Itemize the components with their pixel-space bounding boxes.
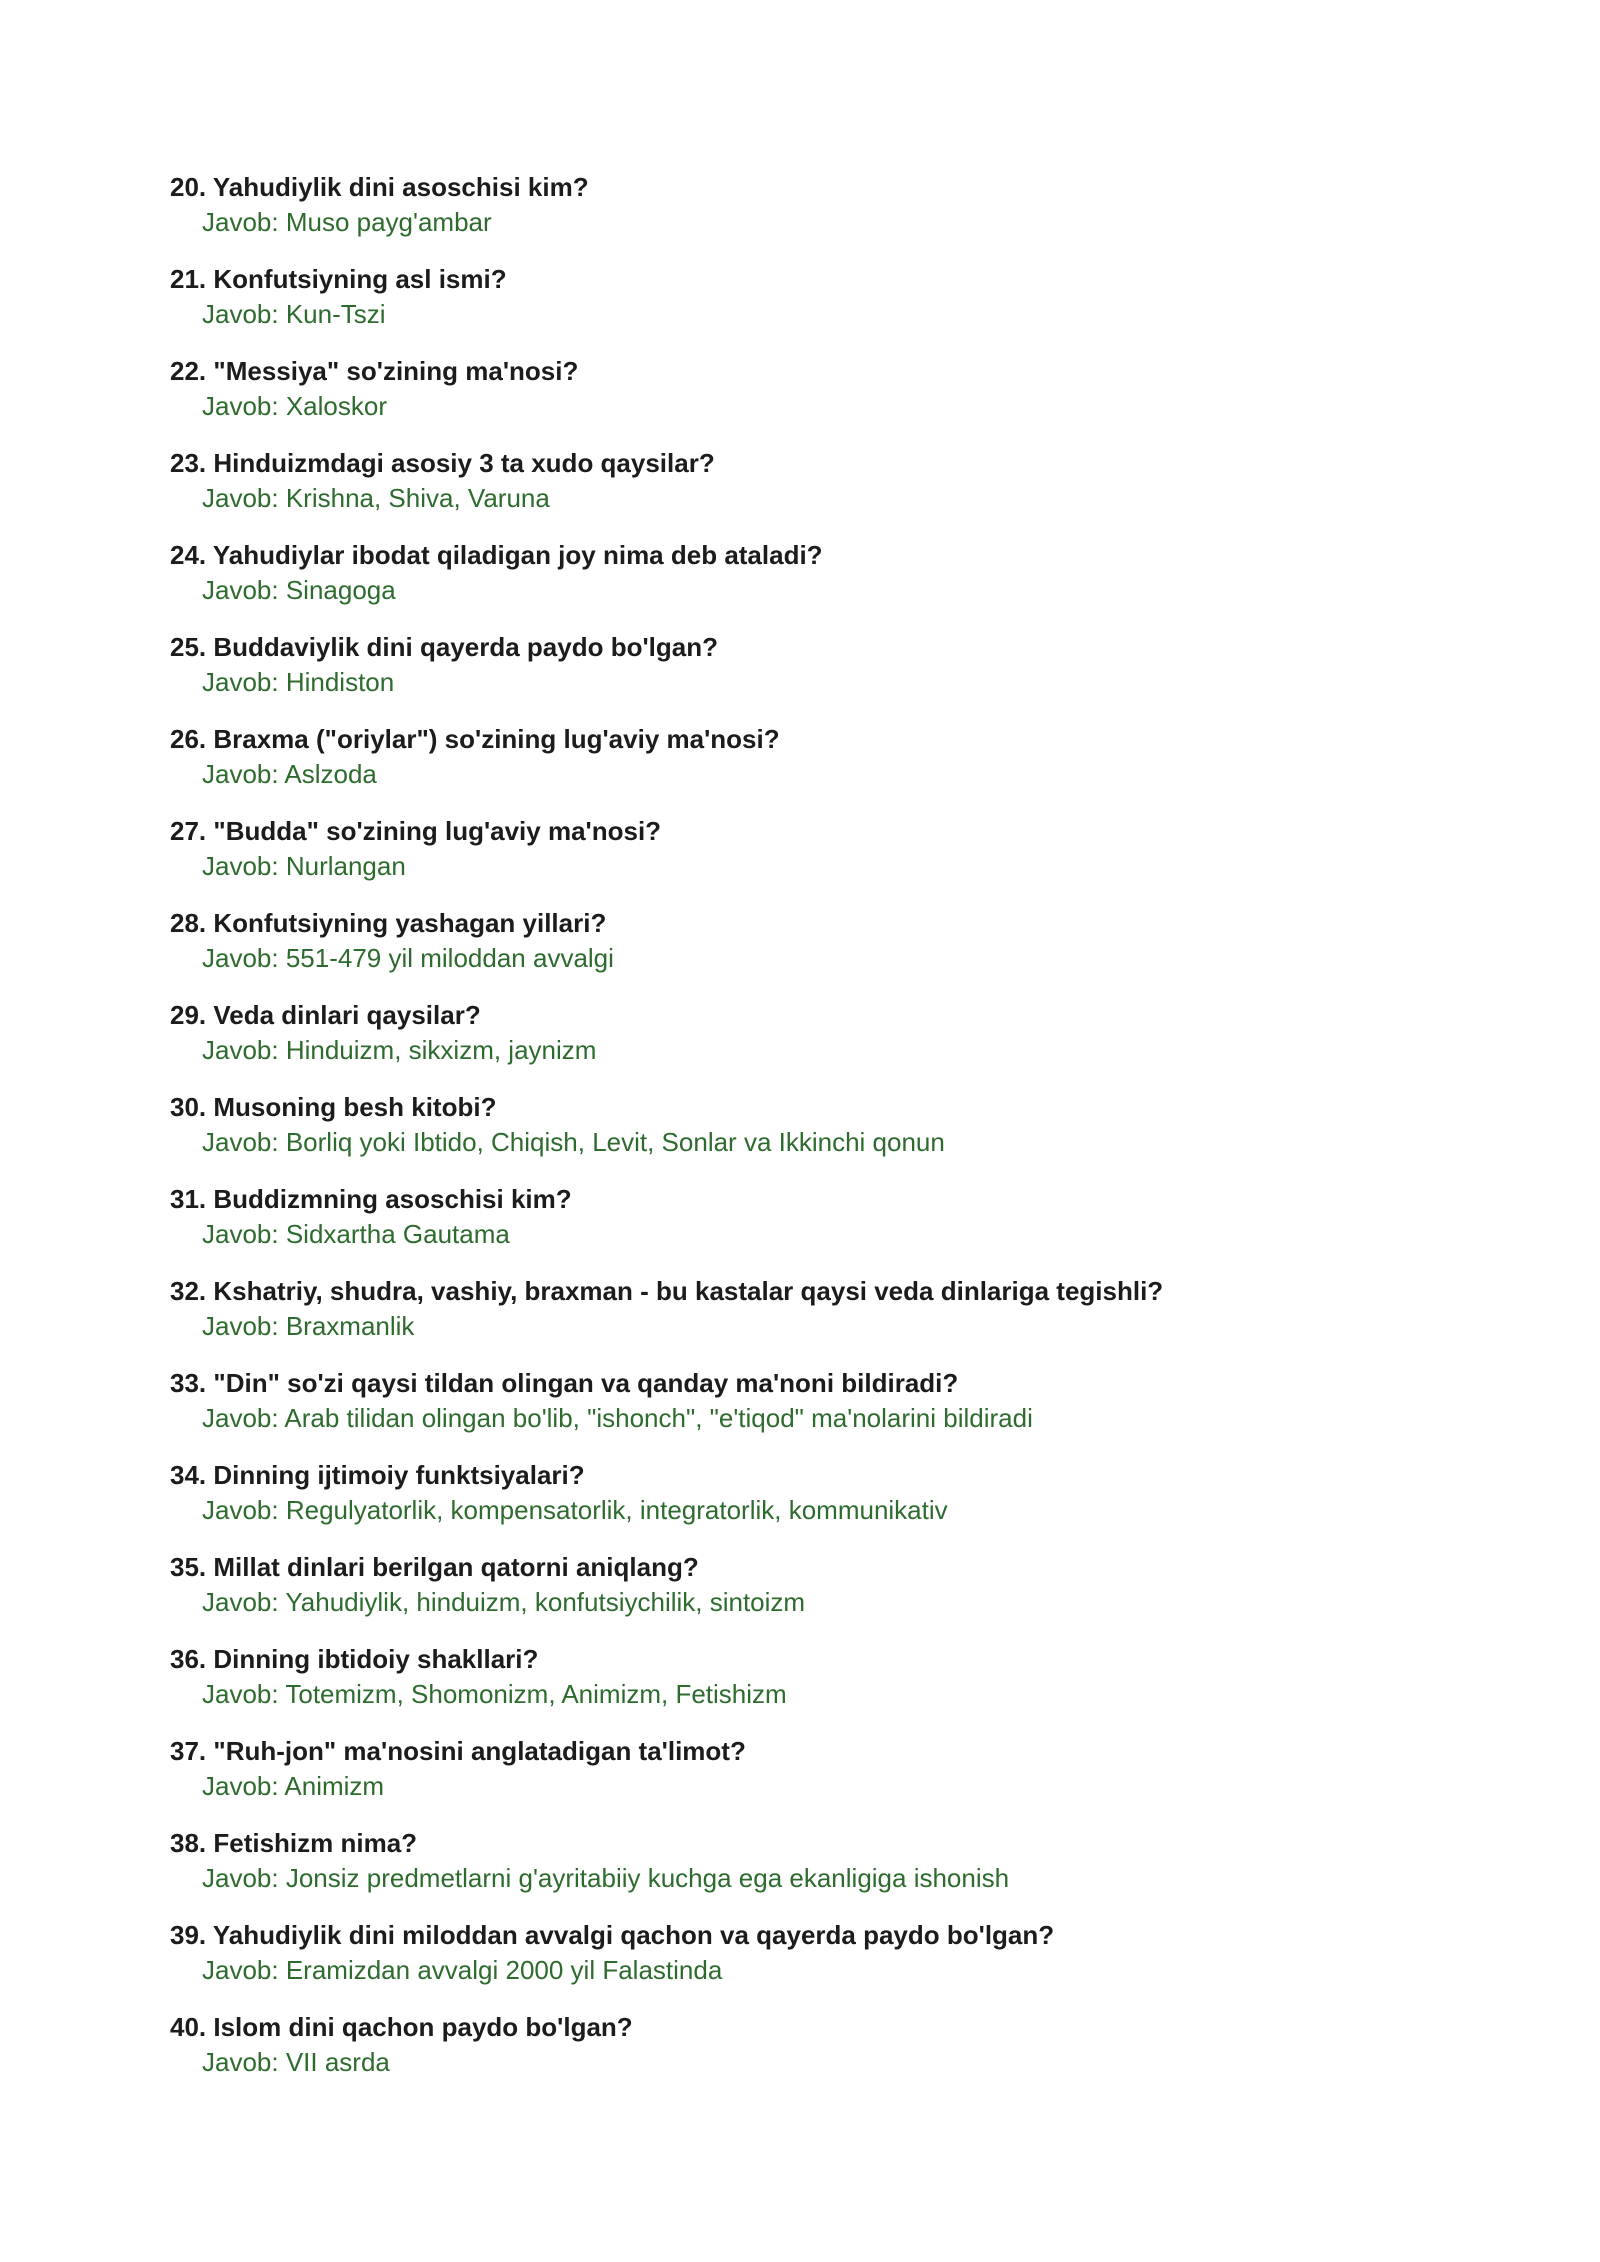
answer-text: Javob: VII asrda <box>202 2047 390 2077</box>
question-text: 34. Dinning ijtimoiy funktsiyalari? <box>170 1460 585 1490</box>
question-text: 30. Musoning besh kitobi? <box>170 1092 497 1122</box>
qa-item <box>170 262 1470 354</box>
qa-item <box>170 1826 1470 1918</box>
question-text: 37. "Ruh-jon" ma'nosini anglatadigan ta'limot? <box>170 1736 746 1766</box>
question-text: 23. Hinduizmdagi asosiy 3 ta xudo qaysilar? <box>170 448 715 478</box>
question-text: 35. Millat dinlari berilgan qatorni aniqlang? <box>170 1552 699 1582</box>
qa-item <box>170 998 1470 1090</box>
qa-item <box>170 1182 1470 1274</box>
answer-text: Javob: Totemizm, Shomonizm, Animizm, Fetishizm <box>202 1679 787 1709</box>
qa-item <box>170 354 1470 446</box>
answer-text: Javob: Aslzoda <box>202 759 377 789</box>
question-text: 38. Fetishizm nima? <box>170 1828 418 1858</box>
answer-text: Javob: Animizm <box>202 1771 385 1801</box>
qa-item <box>170 1734 1470 1826</box>
question-text: 39. Yahudiylik dini miloddan avvalgi qachon va qayerda paydo bo'lgan? <box>170 1920 1055 1950</box>
question-text: 29. Veda dinlari qaysilar? <box>170 1000 481 1030</box>
qa-item <box>170 446 1470 538</box>
qa-item <box>170 906 1470 998</box>
qa-item <box>170 1366 1470 1458</box>
qa-item <box>170 1458 1470 1550</box>
qa-item <box>170 1918 1470 2010</box>
question-text: 26. Braxma ("oriylar") so'zining lug'aviy ma'nosi? <box>170 724 780 754</box>
question-text: 40. Islom dini qachon paydo bo'lgan? <box>170 2012 633 2042</box>
answer-text: Javob: Nurlangan <box>202 851 406 881</box>
answer-text: Javob: Sinagoga <box>202 575 396 605</box>
question-text: 20. Yahudiylik dini asoschisi kim? <box>170 172 589 202</box>
answer-text: Javob: 551-479 yil miloddan avvalgi <box>202 943 614 973</box>
qa-item <box>170 1090 1470 1182</box>
question-text: 31. Buddizmning asoschisi kim? <box>170 1184 572 1214</box>
answer-text: Javob: Hindiston <box>202 667 395 697</box>
question-text: 33. "Din" so'zi qaysi tildan olingan va qanday ma'noni bildiradi? <box>170 1368 959 1398</box>
answer-text: Javob: Borliq yoki Ibtido, Chiqish, Levit, Sonlar va Ikkinchi qonun <box>202 1127 945 1157</box>
question-text: 25. Buddaviylik dini qayerda paydo bo'lgan? <box>170 632 718 662</box>
qa-item <box>170 814 1470 906</box>
question-text: 24. Yahudiylar ibodat qiladigan joy nima deb ataladi? <box>170 540 823 570</box>
question-text: 28. Konfutsiyning yashagan yillari? <box>170 908 607 938</box>
answer-text: Javob: Yahudiylik, hinduizm, konfutsiychilik, sintoizm <box>202 1587 806 1617</box>
answer-text: Javob: Xaloskor <box>202 391 387 421</box>
qa-item <box>170 170 1470 262</box>
qa-list <box>170 170 1470 2102</box>
answer-text: Javob: Arab tilidan olingan bo'lib, "ishonch", "e'tiqod" ma'nolarini bildiradi <box>202 1403 1033 1433</box>
answer-text: Javob: Sidxartha Gautama <box>202 1219 510 1249</box>
question-text: 36. Dinning ibtidoiy shakllari? <box>170 1644 539 1674</box>
question-text: 22. "Messiya" so'zining ma'nosi? <box>170 356 579 386</box>
qa-item <box>170 630 1470 722</box>
answer-text: Javob: Braxmanlik <box>202 1311 415 1341</box>
question-text: 32. Kshatriy, shudra, vashiy, braxman - bu kastalar qaysi veda dinlariga tegishli? <box>170 1276 1164 1306</box>
question-text: 27. "Budda" so'zining lug'aviy ma'nosi? <box>170 816 662 846</box>
answer-text: Javob: Hinduizm, sikxizm, jaynizm <box>202 1035 597 1065</box>
qa-item <box>170 1550 1470 1642</box>
qa-item <box>170 2010 1470 2102</box>
answer-text: Javob: Krishna, Shiva, Varuna <box>202 483 550 513</box>
qa-item <box>170 1274 1470 1366</box>
answer-text: Javob: Jonsiz predmetlarni g'ayritabiiy kuchga ega ekanligiga ishonish <box>202 1863 1010 1893</box>
question-text: 21. Konfutsiyning asl ismi? <box>170 264 507 294</box>
answer-text: Javob: Kun-Tszi <box>202 299 386 329</box>
qa-item <box>170 1642 1470 1734</box>
answer-text: Javob: Muso payg'ambar <box>202 207 492 237</box>
qa-item <box>170 538 1470 630</box>
qa-item <box>170 722 1470 814</box>
answer-text: Javob: Eramizdan avvalgi 2000 yil Falastinda <box>202 1955 723 1985</box>
answer-text: Javob: Regulyatorlik, kompensatorlik, integratorlik, kommunikativ <box>202 1495 948 1525</box>
